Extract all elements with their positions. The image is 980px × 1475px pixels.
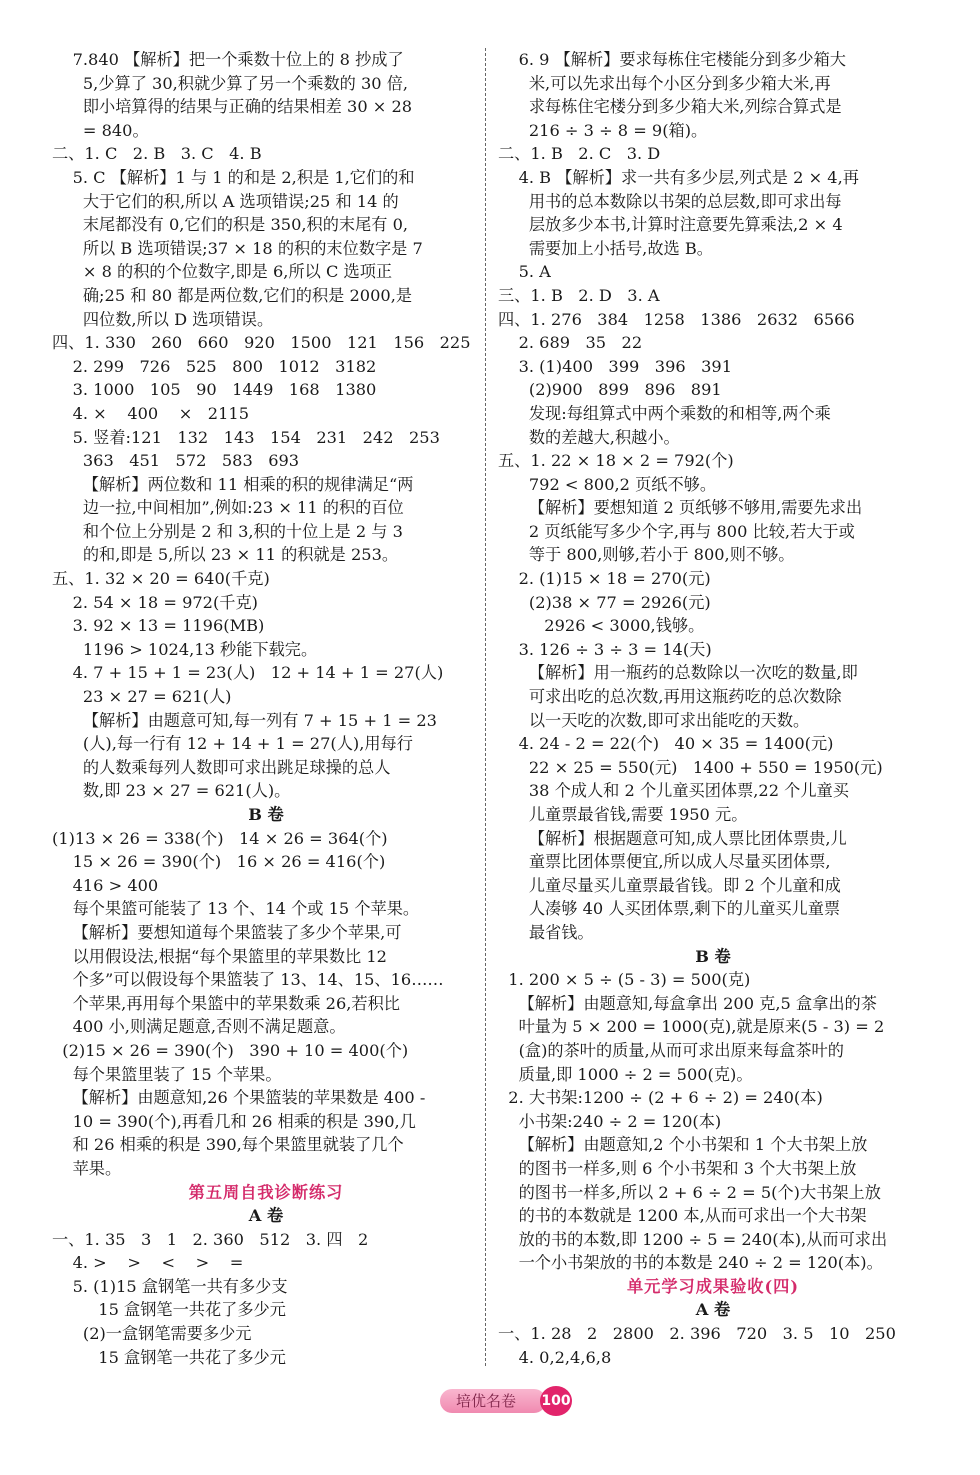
answer-line: 23 × 27 = 621(人)	[52, 687, 232, 707]
answer-line: 1196 > 1024,13 秒能下载完。	[52, 639, 318, 659]
answer-line: 一个小书架放的书的本数是 240 ÷ 2 = 120(本)。	[498, 1253, 883, 1273]
answer-line: (盒)的茶叶的质量,从而可求出原来每盒茶叶的	[498, 1040, 844, 1060]
answer-line: 可求出吃的总次数,再用这瓶药吃的总次数除	[498, 687, 842, 707]
right-column	[498, 48, 928, 1369]
section-title: 单元学习成果验收(四)	[626, 1276, 799, 1296]
answer-line: 4. 24 - 2 = 22(个) 40 × 35 = 1400(元)	[498, 734, 834, 754]
answer-line: 的图书一样多,所以 2 + 6 ÷ 2 = 5(个)大书架上放	[498, 1182, 881, 1202]
answer-line: 【解析】根据题意可知,成人票比团体票贵,儿	[498, 828, 847, 848]
answer-line: (人),每一行有 12 + 14 + 1 = 27(人),用每行	[52, 734, 413, 754]
answer-line: 求每栋住宅楼分到多少箱大米,列综合算式是	[498, 97, 842, 117]
answer-line: 15 × 26 = 390(个) 16 × 26 = 416(个)	[52, 852, 386, 872]
answer-line: 416 > 400	[52, 875, 159, 895]
section-title: 第五周自我诊断练习	[188, 1182, 344, 1202]
answer-line: 叶量为 5 × 200 = 1000(克),就是原来(5 - 3) = 2	[498, 1017, 885, 1037]
answer-line: 四、1. 330 260 660 920 1500 121 156 225	[52, 333, 471, 353]
answer-line: 2. 689 35 22	[498, 333, 643, 353]
answer-line: 用书的总本数除以书架的总层数,即可求出每	[498, 191, 842, 211]
answer-line: 所以 B 选项错误;37 × 18 的积的末位数字是 7	[52, 238, 423, 258]
answer-line: 5. A	[498, 262, 551, 282]
volume-heading: A 卷	[248, 1206, 284, 1226]
answer-line: 和 26 相乘的积是 390,每个果篮里就装了几个	[52, 1135, 404, 1155]
answer-line: 四位数,所以 D 选项错误。	[52, 309, 274, 329]
answer-line: 38 个成人和 2 个儿童买团体票,22 个儿童买	[498, 781, 849, 801]
answer-line: 小书架:240 ÷ 2 = 120(本)	[498, 1111, 722, 1131]
left-column	[52, 48, 480, 1369]
answer-line: 边一拉,中间相加”,例如:23 × 11 的积的百位	[52, 498, 404, 518]
answer-line: 4. 0,2,4,6,8	[498, 1347, 612, 1367]
column-divider	[485, 48, 486, 1366]
answer-line: 的图书一样多,则 6 个小书架和 3 个大书架上放	[498, 1158, 857, 1178]
answer-line: 【解析】由题意知,26 个果篮装的苹果数是 400 -	[52, 1088, 426, 1108]
answer-line: 个多”可以假设每个果篮装了 13、14、15、16……	[52, 970, 444, 990]
answer-line: 放的书的本数,即 1200 ÷ 5 = 240(本),从而可求出	[498, 1229, 888, 1249]
answer-line: 每个果篮可能装了 13 个、14 个或 15 个苹果。	[52, 899, 420, 919]
answer-line: 363 451 572 583 693	[52, 451, 300, 471]
answer-line: 5. 竖着:121 132 143 154 231 242 253	[52, 427, 440, 447]
answer-line: 需要加上小括号,故选 B。	[498, 238, 713, 258]
answer-line: 5. (1)15 盒钢笔一共有多少支	[52, 1276, 288, 1296]
answer-line: 米,可以先求出每个小区分到多少箱大米,再	[498, 73, 831, 93]
answer-line: 22 × 25 = 550(元) 1400 + 550 = 1950(元)	[498, 757, 883, 777]
answer-line: 质量,即 1000 ÷ 2 = 500(克)。	[498, 1064, 753, 1084]
answer-line: 发现:每组算式中两个乘数的和相等,两个乘	[498, 403, 831, 423]
answer-line: 【解析】要想知道 2 页纸够不够用,需要先求出	[498, 498, 863, 518]
answer-line: 三、1. B 2. D 3. A	[498, 285, 660, 305]
answer-line: 4. 7 + 15 + 1 = 23(人) 12 + 14 + 1 = 27(人)	[52, 663, 444, 683]
answer-line: 等于 800,则够,若小于 800,则不够。	[498, 545, 795, 565]
book-name: 培优名卷	[440, 1389, 546, 1413]
answer-line: 苹果。	[52, 1158, 122, 1178]
answer-line: 个苹果,再用每个果篮中的苹果数乘 26,若积比	[52, 993, 400, 1013]
answer-line: (2)15 × 26 = 390(个) 390 + 10 = 400(个)	[52, 1040, 409, 1060]
answer-line: 以用假设法,根据“每个果篮里的苹果数比 12	[52, 946, 387, 966]
answer-line: 3. 126 ÷ 3 ÷ 3 = 14(天)	[498, 639, 712, 659]
answer-line: 最省钱。	[498, 922, 594, 942]
answer-line: 【解析】用一瓶药的总数除以一次吃的数量,即	[498, 663, 858, 683]
answer-line: 1. 200 × 5 ÷ (5 - 3) = 500(克)	[498, 970, 751, 990]
answer-line: 2 页纸能写多少个字,再与 800 比较,若大于或	[498, 521, 855, 541]
answer-line: 【解析】要想知道每个果篮装了多少个苹果,可	[52, 922, 402, 942]
answer-line: 2926 < 3000,钱够。	[498, 616, 705, 636]
answer-line: 每个果篮里装了 15 个苹果。	[52, 1064, 282, 1084]
answer-line: 2. (1)15 × 18 = 270(元)	[498, 569, 711, 589]
volume-heading: B 卷	[695, 946, 731, 966]
answer-line: 层放多少本书,计算时注意要先算乘法,2 × 4	[498, 215, 843, 235]
answer-line: 儿童票最省钱,需要 1950 元。	[498, 805, 748, 824]
answer-line: 五、1. 32 × 20 = 640(千克)	[52, 569, 270, 589]
answer-line: (1)13 × 26 = 338(个) 14 × 26 = 364(个)	[52, 828, 388, 848]
answer-line: 人凑够 40 人买团体票,剩下的儿童买儿童票	[498, 899, 841, 919]
answer-line: 【解析】两位数和 11 相乘的积的规律满足“两	[52, 474, 414, 494]
answer-line: 末尾都没有 0,它们的积是 350,积的末尾有 0,	[52, 215, 409, 235]
answer-line: 【解析】由题意可知,每一列有 7 + 15 + 1 = 23	[52, 710, 437, 730]
answer-line: 童票比团体票便宜,所以成人尽量买团体票,	[498, 852, 831, 872]
answer-line: 400 小,则满足题意,否则不满足题意。	[52, 1017, 346, 1037]
answer-line: 3. 1000 105 90 1449 168 1380	[52, 380, 377, 400]
answer-line: = 840。	[52, 120, 149, 140]
answer-line: 2. 299 726 525 800 1012 3182	[52, 356, 377, 376]
answer-line: 7.840 【解析】把一个乘数十位上的 8 抄成了	[52, 50, 404, 69]
answer-line: 10 = 390(个),再看几和 26 相乘的积是 390,几	[52, 1111, 416, 1131]
page-footer	[440, 1386, 576, 1416]
answer-line: 5,少算了 30,积就少算了另一个乘数的 30 倍,	[52, 73, 409, 93]
answer-line: 【解析】由题意知,每盒拿出 200 克,5 盒拿出的茶	[498, 993, 877, 1013]
answer-line: 4. × 400 × 2115	[52, 403, 249, 423]
answer-line: 确;25 和 80 都是两位数,它们的积是 2000,是	[52, 285, 413, 305]
volume-heading: A 卷	[695, 1300, 731, 1320]
volume-heading: B 卷	[248, 805, 284, 824]
answer-line: 一、1. 28 2 2800 2. 396 720 3. 5 10 250	[498, 1324, 896, 1344]
answer-line: 的书的本数就是 1200 本,从而可求出一个大书架	[498, 1206, 867, 1226]
answer-line: 4. > > < > =	[52, 1253, 244, 1273]
answer-line: (2)一盒钢笔需要多少元	[52, 1324, 252, 1344]
answer-line: 216 ÷ 3 ÷ 8 = 9(箱)。	[498, 120, 708, 140]
answer-line: 4. B 【解析】求一共有多少层,列式是 2 × 4,再	[498, 167, 859, 187]
answer-line: 792 < 800,2 页纸不够。	[498, 474, 717, 494]
answer-line: 大于它们的积,所以 A 选项错误;25 和 14 的	[52, 191, 399, 211]
answer-line: 的和,即是 5,所以 23 × 11 的积就是 253。	[52, 545, 399, 565]
answer-line: 6. 9 【解析】要求每栋住宅楼能分到多少箱大	[498, 50, 846, 69]
answer-line: 即小培算得的结果与正确的结果相差 30 × 28	[52, 97, 413, 117]
answer-line: 五、1. 22 × 18 × 2 = 792(个)	[498, 451, 734, 471]
answer-line: 15 盒钢笔一共花了多少元	[52, 1300, 286, 1320]
answer-line: 儿童尽量买儿童票最省钱。即 2 个儿童和成	[498, 875, 841, 895]
answer-line: 3. (1)400 399 396 391	[498, 356, 732, 376]
answer-line: 5. C 【解析】1 与 1 的和是 2,积是 1,它们的和	[52, 167, 415, 187]
answer-line: 3. 92 × 13 = 1196(MB)	[52, 616, 265, 636]
answer-line: 【解析】由题意知,2 个小书架和 1 个大书架上放	[498, 1135, 868, 1155]
answer-line: × 8 的积的个位数字,即是 6,所以 C 选项正	[52, 262, 393, 282]
answer-line: (2)900 899 896 891	[498, 380, 722, 400]
answer-line: 以一天吃的次数,即可求出能吃的天数。	[498, 710, 810, 730]
answer-line: (2)38 × 77 = 2926(元)	[498, 592, 711, 612]
page-number: 100	[540, 1386, 572, 1416]
answer-line: 2. 大书架:1200 ÷ (2 + 6 ÷ 2) = 240(本)	[498, 1088, 823, 1108]
answer-line: 的人数乘每列人数即可求出跳足球操的总人	[52, 757, 391, 777]
answer-line: 2. 54 × 18 = 972(千克)	[52, 592, 258, 612]
answer-line: 和个位上分别是 2 和 3,积的十位上是 2 与 3	[52, 521, 403, 541]
answer-line: 数的差越大,积越小。	[498, 427, 680, 447]
answer-line: 一、1. 35 3 1 2. 360 512 3. 四 2	[52, 1229, 369, 1249]
answer-line: 四、1. 276 384 1258 1386 2632 6566	[498, 309, 855, 329]
answer-line: 二、1. C 2. B 3. C 4. B	[52, 144, 262, 164]
answer-line: 15 盒钢笔一共花了多少元	[52, 1347, 286, 1367]
answer-line: 二、1. B 2. C 3. D	[498, 144, 661, 164]
answer-line: 数,即 23 × 27 = 621(人)。	[52, 781, 291, 801]
